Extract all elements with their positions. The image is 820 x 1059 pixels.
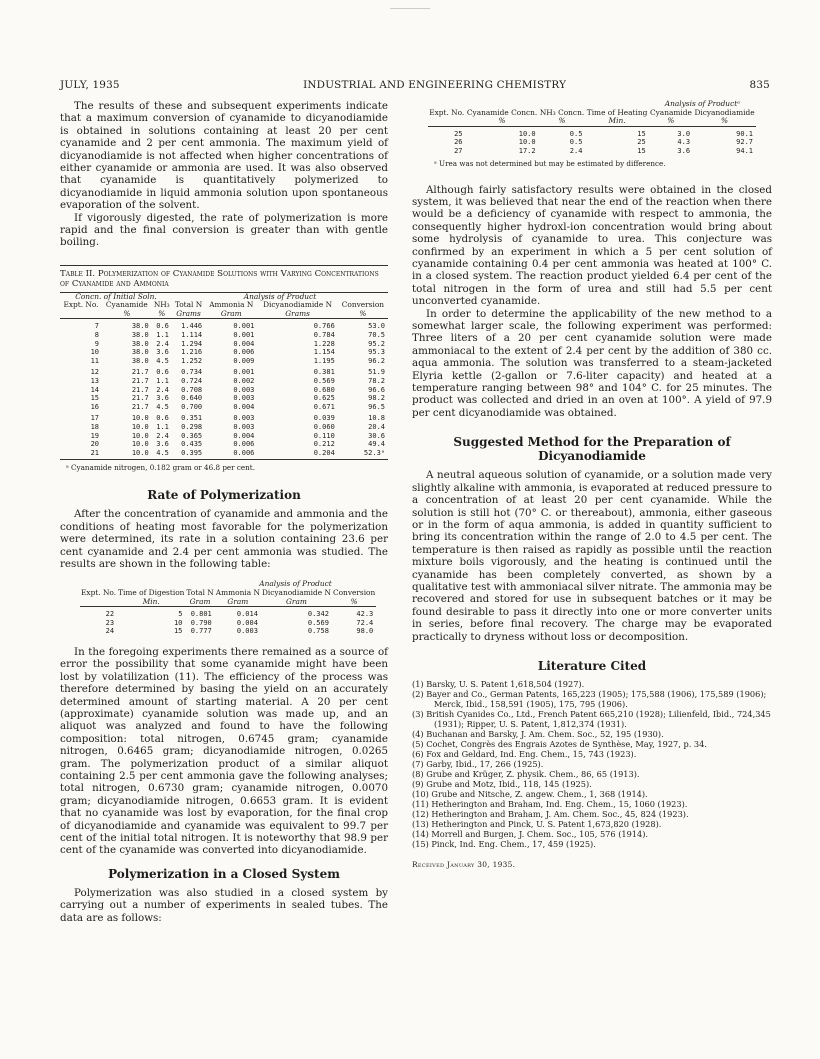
table-cell: 19 bbox=[90, 431, 99, 440]
table-cell: 90.1 bbox=[736, 129, 753, 138]
paragraph: A neutral aqueous solution of cyanamide, or a solution made very slightly alkaline with ammonia, is evaporated at reduced pressure to a concentration of at least 20 per cent cyanamide. While the solution is still hot (70° C. or thereabout), ammonia, either gaseous or in the form of aqua ammonia, is added in quantity sufficient to bring its concentration within the range of 2.0 to 4.5 per cent. The temperature is then raised as rapidly as possible until the reaction mixture boils vigorously, and the heating is continued until the cyanamide has been completely converted, as shown by a qualitative test with ammoniacal silver nitrate. The ammonia may be recovered and stored for use in subsequent batches or it may be found desirable to pass it directly into one or more converter units in series, before final recovery. The charge may be evaporated practically to dryness without loss or decomposition. bbox=[412, 469, 772, 643]
table-cell: 2.4 bbox=[156, 431, 169, 440]
table-unit: Min. bbox=[117, 598, 185, 607]
table-cell: 1.195 bbox=[313, 356, 335, 365]
table-cell: 21.7 bbox=[131, 368, 149, 377]
paragraph: The results of these and subsequent experiments indicate that a maximum conversion of cyanamide to dicyanodiamide is obtained in solutions containing at least 20 per cent cyanamide and 2 per cent ammonia. The maximum yield of dicyanodiamide is not affected when higher concentrations of either cyanamide or ammonia are used. It was also observed that cyanamide is quantitatively polymerized to dicyanodiamide in liquid ammonia solution upon spontaneous evaporation of the solvent. bbox=[60, 100, 388, 212]
table-row bbox=[60, 394, 388, 403]
table-cell: 2.4 bbox=[156, 385, 169, 394]
table-cell: 10.0 bbox=[131, 431, 149, 440]
table-row bbox=[60, 340, 388, 349]
table-cell: 0.6 bbox=[156, 414, 169, 423]
table-cell: 0.004 bbox=[233, 339, 255, 348]
table-unit bbox=[428, 117, 466, 126]
table-cell: 0.766 bbox=[313, 322, 335, 331]
table-cell: 30.6 bbox=[368, 431, 385, 440]
table-cell: 2.4 bbox=[156, 339, 169, 348]
table-cell: 42.3 bbox=[356, 610, 374, 619]
running-header bbox=[60, 79, 770, 91]
table-column-header: Cyanamide bbox=[105, 300, 148, 310]
table-cell: 15 bbox=[173, 627, 183, 636]
header-date: JULY, 1935 bbox=[60, 79, 120, 91]
table-cell: 10.0 bbox=[518, 129, 536, 138]
table-cell: 0.039 bbox=[313, 414, 335, 423]
table-cell: 0.801 bbox=[190, 610, 212, 619]
table-unit: % bbox=[338, 310, 388, 319]
table-cell: 0.004 bbox=[236, 618, 258, 627]
table-cell: 21.7 bbox=[131, 402, 149, 411]
table-cell: 15 bbox=[637, 146, 646, 155]
table-cell: 0.734 bbox=[181, 368, 203, 377]
reference-list bbox=[412, 679, 772, 849]
table-cell: 0.002 bbox=[233, 377, 255, 386]
table-cell: 1.154 bbox=[313, 348, 335, 357]
reference-item: (10) Grube and Nitsche, Z. angew. Chem., 1, 368 (1914). bbox=[412, 788, 648, 799]
table-cell: 10.8 bbox=[368, 414, 385, 423]
table-cell: 0.625 bbox=[313, 394, 335, 403]
table-row bbox=[60, 357, 388, 366]
table-cell: 27 bbox=[454, 146, 463, 155]
table-unit: Gram bbox=[261, 598, 332, 607]
table-cell: 18 bbox=[90, 423, 99, 431]
table-cell: 0.6 bbox=[156, 322, 169, 331]
table-cell: 10.0 bbox=[131, 423, 149, 431]
reference-item: (12) Hetherington and Braham, J. Am. Chem. Soc., 45, 824 (1923). bbox=[412, 808, 689, 819]
table-row bbox=[428, 126, 756, 138]
table-row bbox=[80, 607, 376, 619]
header-page-number: 835 bbox=[749, 79, 770, 91]
reference-item: (7) Garby, Ibid., 17, 266 (1925). bbox=[412, 758, 544, 769]
table-column-header: Cyanamide bbox=[649, 107, 692, 117]
table-cell: 24 bbox=[105, 627, 115, 636]
table-unit: % bbox=[332, 598, 376, 607]
table-cell: 4.5 bbox=[156, 448, 169, 457]
scan-mark bbox=[390, 8, 430, 9]
left-column bbox=[60, 100, 388, 924]
table-cell: 5 bbox=[178, 610, 183, 619]
table-cell: 0.6 bbox=[156, 368, 169, 377]
table-cell: 1.446 bbox=[181, 322, 203, 331]
table-row bbox=[428, 138, 756, 147]
table-cell: 14 bbox=[90, 385, 99, 394]
table-cell: 0.014 bbox=[236, 610, 258, 619]
table-cell: 0.003 bbox=[233, 414, 255, 423]
section-heading: Literature Cited bbox=[537, 658, 647, 673]
table-cell: 0.700 bbox=[181, 402, 203, 411]
table-row bbox=[60, 403, 388, 412]
reference-item: (8) Grube and Krüger, Z. physik. Chem., 86, 65 (1913). bbox=[412, 768, 640, 779]
table-caption: Table II. Polymerization of Cyanamide Solutions with Varying Concentrations of Cyanamide and Ammonia bbox=[60, 268, 379, 290]
reference-item: (2) Bayer and Co., German Patents, 165,223 (1905); 175,588 (1906), 175,589 (1906); Merck, Ibid., 158,591 (1905), 175, 795 (1906). bbox=[412, 688, 767, 709]
table-cell: 51.9 bbox=[368, 368, 385, 377]
table-cell: 0.009 bbox=[233, 356, 255, 365]
table-footnote: ᵃ Urea was not determined but may be estimated by difference. bbox=[434, 158, 666, 168]
table-column-header: Total N bbox=[174, 300, 203, 310]
reference-item: (15) Pinck, Ind. Eng. Chem., 17, 459 (1925). bbox=[412, 838, 596, 849]
table-cell: 2.4 bbox=[569, 146, 583, 155]
table-column-header: Total N bbox=[186, 588, 214, 597]
table-cell: 13 bbox=[90, 377, 99, 386]
table-column-header: Dicyanodiamide bbox=[694, 107, 755, 117]
table-unit: % bbox=[102, 310, 152, 319]
table-cell: 0.004 bbox=[233, 402, 255, 411]
table-cell: 0.708 bbox=[181, 385, 203, 394]
table-cell: 12 bbox=[90, 368, 99, 377]
table-unit: Gram bbox=[185, 598, 214, 607]
table-cell: 38.0 bbox=[131, 339, 149, 348]
table-cell: 0.724 bbox=[181, 377, 203, 386]
table-cell: 17.2 bbox=[518, 146, 536, 155]
table-cell: 10.0 bbox=[518, 138, 536, 147]
table-group-header: Concn. of Initial Soln. bbox=[75, 291, 157, 301]
table-cell: 4.3 bbox=[677, 138, 691, 147]
reference-item: (4) Buchanan and Barsky, J. Am. Chem. Soc., 52, 195 (1930). bbox=[412, 728, 664, 739]
table-cell: 0.003 bbox=[236, 627, 258, 636]
table-cell: 0.004 bbox=[233, 431, 255, 440]
table-row bbox=[60, 331, 388, 340]
table-group-header: Analysis of Productᵃ bbox=[664, 99, 740, 108]
table-cell: 0.212 bbox=[313, 440, 335, 449]
table-cell: 0.784 bbox=[313, 331, 335, 340]
table-column-header: Conversion bbox=[332, 588, 376, 597]
table-row bbox=[428, 147, 756, 156]
header-journal: INDUSTRIAL AND ENGINEERING CHEMISTRY bbox=[303, 79, 567, 91]
paragraph: In the foregoing experiments there remained as a source of error the possibility that some cyanamide might have been lost by volatilization (11). The efficiency of the process was therefore determined by basing the yield on an accurately determined amount of starting material. A 20 per cent (approximate) cyanamide solution was made up, and an aliquot was analyzed and found to have the following composition: total nitrogen, 0.6745 gram; cyanamide nitrogen, 0.6465 gram; dicyanodiamide nitrogen, 0.0265 gram. The polymerization product of a similar aliquot containing 2.5 per cent ammonia gave the following analyses; total nitrogen, 0.6730 gram; cyanamide nitrogen, 0.0070 gram; dicyanodiamide nitrogen, 0.6653 gram. It is evident that no cyanamide was lost by evaporation, for the final crop of dicyanodiamide and cyanamide was equivalent to 99.7 per cent of the initial total nitrogen. It is noteworthy that 98.9 per cent of the cyanamide was converted into dicyanodiamide. bbox=[60, 645, 388, 857]
table-unit: % bbox=[466, 117, 539, 126]
table-cell: 0.351 bbox=[181, 414, 203, 423]
table-cell: 96.2 bbox=[368, 356, 385, 365]
paragraph: Polymerization was also studied in a closed system by carrying out a number of experiments in sealed tubes. The data are as follows: bbox=[60, 886, 388, 924]
table-cell: 1.216 bbox=[181, 348, 203, 357]
table-column-header: Cyanamide Concn. bbox=[466, 107, 538, 117]
table-cell: 0.006 bbox=[233, 440, 255, 449]
table-cell: 1.294 bbox=[181, 339, 203, 348]
reference-item: (14) Morrell and Burgen, J. Chem. Soc., 105, 576 (1914). bbox=[412, 828, 649, 839]
table-row bbox=[60, 449, 388, 458]
table-cell: 0.381 bbox=[313, 368, 335, 377]
table-cell: 1.114 bbox=[181, 331, 203, 340]
table-cell: 0.680 bbox=[313, 385, 335, 394]
table-row bbox=[80, 619, 376, 628]
table-cell: 49.4 bbox=[368, 440, 385, 449]
table-column-header: Expt. No. bbox=[63, 300, 99, 310]
table-row bbox=[60, 386, 388, 395]
table-cell: 38.0 bbox=[131, 348, 149, 357]
table-cell: 0.003 bbox=[233, 394, 255, 403]
table-cell: 98.2 bbox=[368, 394, 385, 403]
table-cell: 0.5 bbox=[569, 129, 583, 138]
table-cell: 0.777 bbox=[190, 627, 212, 636]
table-cell: 0.569 bbox=[313, 377, 335, 386]
table-cell: 94.1 bbox=[736, 146, 753, 155]
table-cell: 25 bbox=[637, 138, 646, 147]
table-cell: 10 bbox=[90, 348, 99, 357]
table-column-header: NH₃ bbox=[153, 300, 170, 310]
paragraph: If vigorously digested, the rate of polymerization is more rapid and the final conversion is greater than with gentle boiling. bbox=[60, 211, 388, 249]
table-footnote: ᵃ Cyanamide nitrogen, 0.182 gram or 46.8 per cent. bbox=[66, 463, 255, 473]
table-unit: % bbox=[649, 117, 693, 126]
table-cell: 21.7 bbox=[131, 377, 149, 386]
table-column-header: Time of Digestion bbox=[118, 588, 185, 597]
table-cell: 0.003 bbox=[233, 423, 255, 431]
table-column-header: NH₃ Concn. bbox=[539, 107, 585, 117]
table-cell: 10 bbox=[173, 618, 183, 627]
table-group-header: Analysis of Product bbox=[259, 579, 332, 589]
table-cell: 3.6 bbox=[156, 440, 169, 449]
table-cell: 1.1 bbox=[156, 423, 169, 431]
table-cell: 96.6 bbox=[368, 385, 385, 394]
table-cell: 72.4 bbox=[356, 618, 374, 627]
table-cell: 11 bbox=[90, 356, 99, 365]
table-cell: 1.252 bbox=[181, 356, 203, 365]
table-cell: 52.3ᵃ bbox=[363, 448, 385, 457]
table-column-header: Ammonia N bbox=[209, 300, 254, 310]
section-heading: Polymerization in a Closed System bbox=[108, 866, 340, 881]
table-cell: 10.0 bbox=[131, 448, 149, 457]
table-cell: 10.0 bbox=[131, 440, 149, 449]
table-cell: 20 bbox=[90, 440, 99, 449]
table-cell: 1.228 bbox=[313, 339, 335, 348]
table-cell: 0.060 bbox=[313, 423, 335, 431]
section-heading: Rate of Polymerization bbox=[147, 488, 301, 503]
table-cell: 4.5 bbox=[156, 356, 169, 365]
table-row bbox=[60, 365, 388, 377]
table-row bbox=[80, 627, 376, 636]
table-cell: 21 bbox=[90, 448, 99, 457]
table-cell: 15 bbox=[90, 394, 99, 403]
table-cell: 0.640 bbox=[181, 394, 203, 403]
table-cell: 38.0 bbox=[131, 322, 149, 331]
table-cell: 3.6 bbox=[156, 394, 169, 403]
table-cell: 0.790 bbox=[190, 618, 212, 627]
table-2 bbox=[60, 265, 388, 473]
table-column-header: Expt. No. bbox=[429, 107, 465, 117]
table-group-header: Analysis of Product bbox=[243, 291, 317, 301]
table-cell: 0.5 bbox=[569, 138, 583, 147]
table-cell: 0.298 bbox=[181, 423, 203, 431]
table-cell: 25 bbox=[454, 129, 463, 138]
table-cell: 70.5 bbox=[368, 331, 385, 340]
table-row bbox=[60, 348, 388, 357]
table-cell: 17 bbox=[90, 414, 99, 423]
table-cell: 0.365 bbox=[181, 431, 203, 440]
reference-item: (9) Grube and Motz, Ibid., 118, 145 (1925). bbox=[412, 778, 592, 789]
table-unit: Min. bbox=[585, 117, 648, 126]
table-cell: 0.758 bbox=[307, 627, 329, 636]
table-cell: 26 bbox=[454, 138, 463, 147]
table-closed bbox=[412, 100, 772, 168]
table-cell: 3.6 bbox=[156, 348, 169, 357]
table-unit: % bbox=[693, 117, 756, 126]
table-cell: 1.1 bbox=[156, 377, 169, 386]
received-date: Received January 30, 1935. bbox=[412, 859, 516, 869]
table-unit bbox=[60, 310, 102, 319]
table-row bbox=[60, 377, 388, 386]
table-row bbox=[60, 440, 388, 449]
table-row bbox=[60, 411, 388, 423]
reference-item: (3) British Cyanides Co., Ltd., French Patent 665,210 (1928); Lilienfeld, Ibid., 724,345 (1931); Ripper, U. S. Patent, 1,812,374 (1931). bbox=[412, 708, 771, 729]
table-cell: 38.0 bbox=[131, 331, 149, 340]
table-cell: 0.001 bbox=[233, 322, 255, 331]
table-cell: 21.7 bbox=[131, 394, 149, 403]
table-cell: 3.0 bbox=[677, 129, 691, 138]
table-cell: 0.001 bbox=[233, 368, 255, 377]
reference-item: (5) Cochet, Congrès des Engrais Azotes de Synthèse, May, 1927, p. 34. bbox=[412, 738, 707, 749]
table-cell: 15 bbox=[637, 129, 646, 138]
table-cell: 20.4 bbox=[368, 423, 385, 431]
reference-item: (1) Barsky, U. S. Patent 1,618,504 (1927). bbox=[412, 678, 585, 689]
table-cell: 0.204 bbox=[313, 448, 335, 457]
table-cell: 0.110 bbox=[313, 431, 335, 440]
table-unit: % bbox=[152, 310, 172, 319]
right-column bbox=[412, 100, 772, 871]
table-unit: Grams bbox=[172, 310, 205, 319]
table-cell: 96.5 bbox=[368, 402, 385, 411]
table-cell: 53.0 bbox=[368, 322, 385, 331]
table-column-header: Conversion bbox=[341, 300, 385, 310]
table-unit bbox=[80, 598, 117, 607]
table-column-header: Expt. No. bbox=[81, 588, 117, 597]
table-column-header: Time of Heating bbox=[586, 107, 648, 117]
table-cell: 0.001 bbox=[233, 331, 255, 340]
table-cell: 0.671 bbox=[313, 402, 335, 411]
table-unit: Gram bbox=[215, 598, 261, 607]
table-cell: 98.0 bbox=[356, 627, 374, 636]
table-cell: 1.1 bbox=[156, 331, 169, 340]
table-cell: 21.7 bbox=[131, 385, 149, 394]
table-cell: 95.2 bbox=[368, 339, 385, 348]
table-column-header: Dicyanodiamide N bbox=[261, 588, 331, 597]
table-cell: 0.006 bbox=[233, 448, 255, 457]
reference-item: (11) Hetherington and Braham, Ind. Eng. Chem., 15, 1060 (1923). bbox=[412, 798, 688, 809]
table-column-header: Ammonia N bbox=[215, 588, 260, 597]
table-cell: 4.5 bbox=[156, 402, 169, 411]
table-cell: 95.3 bbox=[368, 348, 385, 357]
table-cell: 0.435 bbox=[181, 440, 203, 449]
table-cell: 9 bbox=[94, 339, 99, 348]
table-cell: 92.7 bbox=[736, 138, 753, 147]
table-cell: 0.342 bbox=[307, 610, 329, 619]
paragraph: In order to determine the applicability of the new method to a somewhat larger scale, the following experiment was performed: Three liters of a 20 per cent cyanamide solution were made ammoniacal to the extent of 2.4 per cent by the addition of 380 cc. aqua ammonia. The solution was transferred to a steam-jacketed Elyria kettle (2-gallon or 7.6-liter capacity) and heated at a temperature ranging between 98° and 104° C. for 25 minutes. The product was collected and dried in an oven at 100°. A yield of 97.9 per cent dicyanodiamide was obtained. bbox=[412, 307, 772, 419]
table-unit: Gram bbox=[205, 310, 257, 319]
table-rate bbox=[60, 580, 388, 636]
paragraph: Although fairly satisfactory results were obtained in the closed system, it was believed that near the end of the reaction when there would be a deficiency of cyanamide with respect to ammonia, the consequently higher hydroxl-ion concentration would bring about some hydrolysis of cyanamide to urea. This conjecture was confirmed by an experiment in which a 5 per cent solution of cyanamide containing 0.4 per cent ammonia was heated at 100° C. in a closed system. The reaction product yielded 6.4 per cent of the total nitrogen in the form of urea and still had 5.5 per cent unconverted cyanamide. bbox=[412, 183, 772, 308]
table-column-header: Dicyanodiamide N bbox=[263, 300, 333, 310]
table-unit: % bbox=[539, 117, 586, 126]
table-cell: 0.003 bbox=[233, 385, 255, 394]
table-unit: Grams bbox=[257, 310, 337, 319]
reference-item: (13) Hetherington and Pinck, U. S. Patent 1,673,820 (1928). bbox=[412, 818, 662, 829]
table-cell: 0.395 bbox=[181, 448, 203, 457]
table-cell: 16 bbox=[90, 402, 99, 411]
table-row bbox=[60, 432, 388, 441]
table-cell: 3.6 bbox=[677, 146, 691, 155]
section-heading: Suggested Method for the Preparation of Dicyanodiamide bbox=[453, 435, 731, 464]
table-cell: 23 bbox=[105, 618, 115, 627]
table-cell: 0.006 bbox=[233, 348, 255, 357]
table-cell: 78.2 bbox=[368, 377, 385, 386]
table-row bbox=[60, 423, 388, 432]
table-cell: 0.569 bbox=[307, 618, 329, 627]
paragraph: After the concentration of cyanamide and ammonia and the conditions of heating most favorable for the polymerization were determined, its rate in a solution containing 23.6 per cent cyanamide and 2.4 per cent ammonia was studied. The results are shown in the following table: bbox=[60, 508, 388, 570]
reference-item: (6) Fox and Geldard, Ind. Eng. Chem., 15, 743 (1923). bbox=[412, 748, 637, 759]
table-cell: 7 bbox=[94, 322, 99, 331]
table-row bbox=[60, 319, 388, 331]
table-cell: 22 bbox=[105, 610, 115, 619]
table-cell: 10.0 bbox=[131, 414, 149, 423]
table-cell: 38.0 bbox=[131, 356, 149, 365]
table-cell: 8 bbox=[94, 331, 99, 340]
